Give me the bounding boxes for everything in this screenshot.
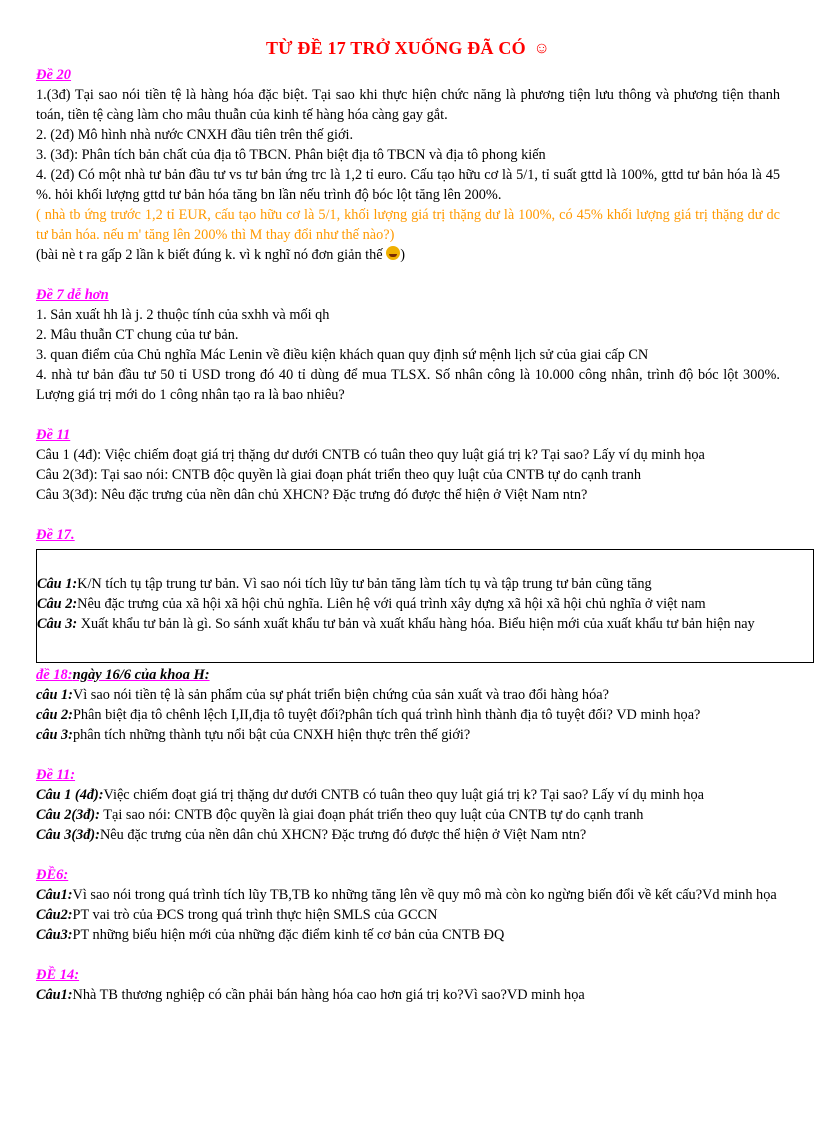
- de14-item-1-label: Câu1:: [36, 987, 73, 1003]
- de18-item-2: [36, 705, 780, 725]
- de18-item-3: [36, 725, 780, 745]
- de18-item-1-label: câu 1:: [36, 687, 73, 703]
- de11a-line-3: Câu 3(3đ): Nêu đặc trưng của nền dân chủ XHCN? Đặc trưng đó được thể hiện ở Việt Nam ntn?: [36, 487, 588, 503]
- de20-orange-note: ( nhà tb ứng trước 1,2 tỉ EUR, cấu tạo hữu cơ là 5/1, khối lượng giá trị thặng dư là 100%, có 45% khối lượng giá trị thặng dư dc tư bản hóa. nếu m' tăng lên 200% thì M thay đổi như thế nào?): [36, 207, 780, 243]
- de11b-item-3-label: Câu 3(3đ):: [36, 827, 100, 843]
- de7-line-3: 3. quan điểm của Chủ nghĩa Mác Lenin về điều kiện khách quan quy định sứ mệnh lịch sử của giai cấp CN: [36, 347, 649, 363]
- de20-remark-text: (bài nè t ra gấp 2 lần k biết đúng k. vì k nghĩ nó đơn giản thế: [36, 247, 383, 263]
- de17-item-3: [37, 614, 813, 634]
- section-heading-de14: ĐỀ 14:: [36, 967, 80, 983]
- section-heading-de18: [36, 665, 780, 685]
- de17-item-3-label: Câu 3:: [37, 616, 78, 632]
- de17-item-3-text: Xuất khẩu tư bản là gì. So sánh xuất khẩu tư bản và xuất khẩu hàng hóa. Biểu hiện mới của xuất khẩu tư bản hiện nay: [77, 616, 755, 632]
- de11b-item-2-label: Câu 2(3đ):: [36, 807, 100, 823]
- de20-line-1: 1.(3đ) Tại sao nói tiền tệ là hàng hóa đặc biệt. Tại sao khi thực hiện chức năng là phương tiện lưu thông và phương tiện thanh toán, tiền tệ càng làm cho mâu thuẫn của kinh tế hàng hóa càng gay gắt.: [36, 87, 780, 123]
- de11b-item-1: [36, 785, 780, 805]
- de20-line-2: 2. (2đ) Mô hình nhà nước CNXH đầu tiên trên thế giới.: [36, 127, 354, 143]
- de18-item-1: [36, 685, 780, 705]
- de14-item-1-text: Nhà TB thương nghiệp có cần phải bán hàng hóa cao hơn giá trị ko?Vì sao?VD minh họa: [72, 987, 585, 1003]
- laughing-emoji-icon: [386, 246, 400, 260]
- de11b-item-1-text: Việc chiếm đoạt giá trị thặng dư dưới CNTB có tuân theo quy luật giá trị k? Tại sao? Lấy ví dụ minh họa: [103, 787, 704, 803]
- de18-item-2-label: câu 2:: [36, 707, 73, 723]
- de6-item-2-label: Câu2:: [36, 907, 73, 923]
- de6-item-3-text: PT những biểu hiện mới của những đặc điểm kinh tế cơ bản của CNTB ĐQ: [72, 927, 505, 943]
- de17-item-2-text: Nêu đặc trưng của xã hội xã hội chủ nghĩa. Liên hệ với quá trình xây dựng xã hội xã hội chủ nghĩa ở việt nam: [77, 596, 706, 612]
- de14-item-1: [36, 985, 780, 1005]
- page-title-text: TỪ ĐỀ 17 TRỞ XUỐNG ĐÃ CÓ: [265, 38, 526, 58]
- de6-item-1-label: Câu1:: [36, 887, 73, 903]
- de18-heading-text: đề 18:: [36, 667, 73, 683]
- de17-item-1-label: Câu 1:: [37, 576, 78, 592]
- de7-line-1: 1. Sản xuất hh là j. 2 thuộc tính của sxhh và mối qh: [36, 307, 330, 323]
- de11b-item-2-text: Tại sao nói: CNTB độc quyền là giai đoạn phát triển theo quy luật của CNTB tự do cạnh tranh: [99, 807, 644, 823]
- section-heading-de11a: Đề 11: [36, 427, 71, 443]
- de18-item-1-text: Vì sao nói tiền tệ là sản phẩm của sự phát triển biện chứng của sản xuất và trao đổi hàng hóa?: [72, 687, 609, 703]
- de11b-item-3-text: Nêu đặc trưng của nền dân chủ XHCN? Đặc trưng đó được thể hiện ở Việt Nam ntn?: [99, 827, 587, 843]
- section-heading-de7: Đề 7 dễ hơn: [36, 287, 109, 303]
- de11a-line-1: Câu 1 (4đ): Việc chiếm đoạt giá trị thặng dư dưới CNTB có tuân theo quy luật giá trị k? Tại sao? Lấy ví dụ minh họa: [36, 447, 705, 463]
- section-heading-de11b: Đề 11:: [36, 767, 76, 783]
- de11b-item-3: [36, 825, 780, 845]
- de20-remark: [36, 245, 780, 265]
- de6-item-1-text: Vì sao nói trong quá trình tích lũy TB,TB ko những tăng lên về quy mô mà còn ko ngừng biến đổi về kết cấu?Vd minh họa: [72, 887, 777, 903]
- de18-item-3-label: câu 3:: [36, 727, 73, 743]
- de17-item-2-label: Câu 2:: [37, 596, 78, 612]
- de11b-item-1-label: Câu 1 (4đ):: [36, 787, 104, 803]
- de17-item-2: [37, 594, 813, 614]
- de6-item-2: [36, 905, 780, 925]
- section-heading-de20: Đề 20: [36, 67, 72, 83]
- de7-line-4: 4. nhà tư bản đầu tư 50 tỉ USD trong đó 40 tỉ dùng để mua TLSX. Số nhân công là 10.000 công nhân, trình độ bóc lột 300%. Lượng giá trị mới do 1 công nhân tạo ra là bao nhiêu?: [36, 367, 780, 403]
- de20-line-3: 3. (3đ): Phân tích bản chất của địa tô TBCN. Phân biệt địa tô TBCN và địa tô phong kiến: [36, 147, 546, 163]
- document-page: [36, 38, 780, 1005]
- de6-item-3: [36, 925, 780, 945]
- de20-remark-end: ): [400, 247, 405, 263]
- de7-line-2: 2. Mâu thuẫn CT chung của tư bản.: [36, 327, 239, 343]
- section-heading-de17: Đề 17.: [36, 527, 75, 543]
- de17-item-1-text: K/N tích tụ tập trung tư bản. Vì sao nói tích lũy tư bản tăng làm tích tụ và tập trung tư bản cũng tăng: [77, 576, 652, 592]
- de6-item-1: [36, 885, 780, 905]
- section-heading-de6: ĐỀ6:: [36, 867, 69, 883]
- de6-item-3-label: Câu3:: [36, 927, 73, 943]
- de18-item-3-text: phân tích những thành tựu nổi bật của CNXH hiện thực trên thế giới?: [72, 727, 471, 743]
- de18-item-2-text: Phân biệt địa tô chênh lệch I,II,địa tô tuyệt đối?phân tích quá trình hình thành địa tô tuyệt đối? VD minh họa?: [72, 707, 701, 723]
- de11b-item-2: [36, 805, 780, 825]
- de6-item-2-text: PT vai trò của ĐCS trong quá trình thực hiện SMLS của GCCN: [72, 907, 438, 923]
- de20-line-4: 4. (2đ) Có một nhà tư bản đầu tư vs tư bản ứng trc là 1,2 tỉ euro. Cấu tạo hữu cơ là 5/1, tỉ suất gttd là 100%, gttd tư bản hóa là 45 %. hỏi khối lượng gttd tư bản hóa tăng bn lần nếu trình độ bóc lột tăng lên 200%.: [36, 167, 780, 203]
- de18-heading-tail: ngày 16/6 của khoa H:: [72, 667, 210, 683]
- de17-bordered-box: [36, 549, 814, 663]
- smiley-icon: ☺: [533, 40, 551, 57]
- de17-item-1: [37, 574, 813, 594]
- page-title: [36, 38, 780, 59]
- de11a-line-2: Câu 2(3đ): Tại sao nói: CNTB độc quyền là giai đoạn phát triển theo quy luật của CNTB tự do cạnh tranh: [36, 467, 642, 483]
